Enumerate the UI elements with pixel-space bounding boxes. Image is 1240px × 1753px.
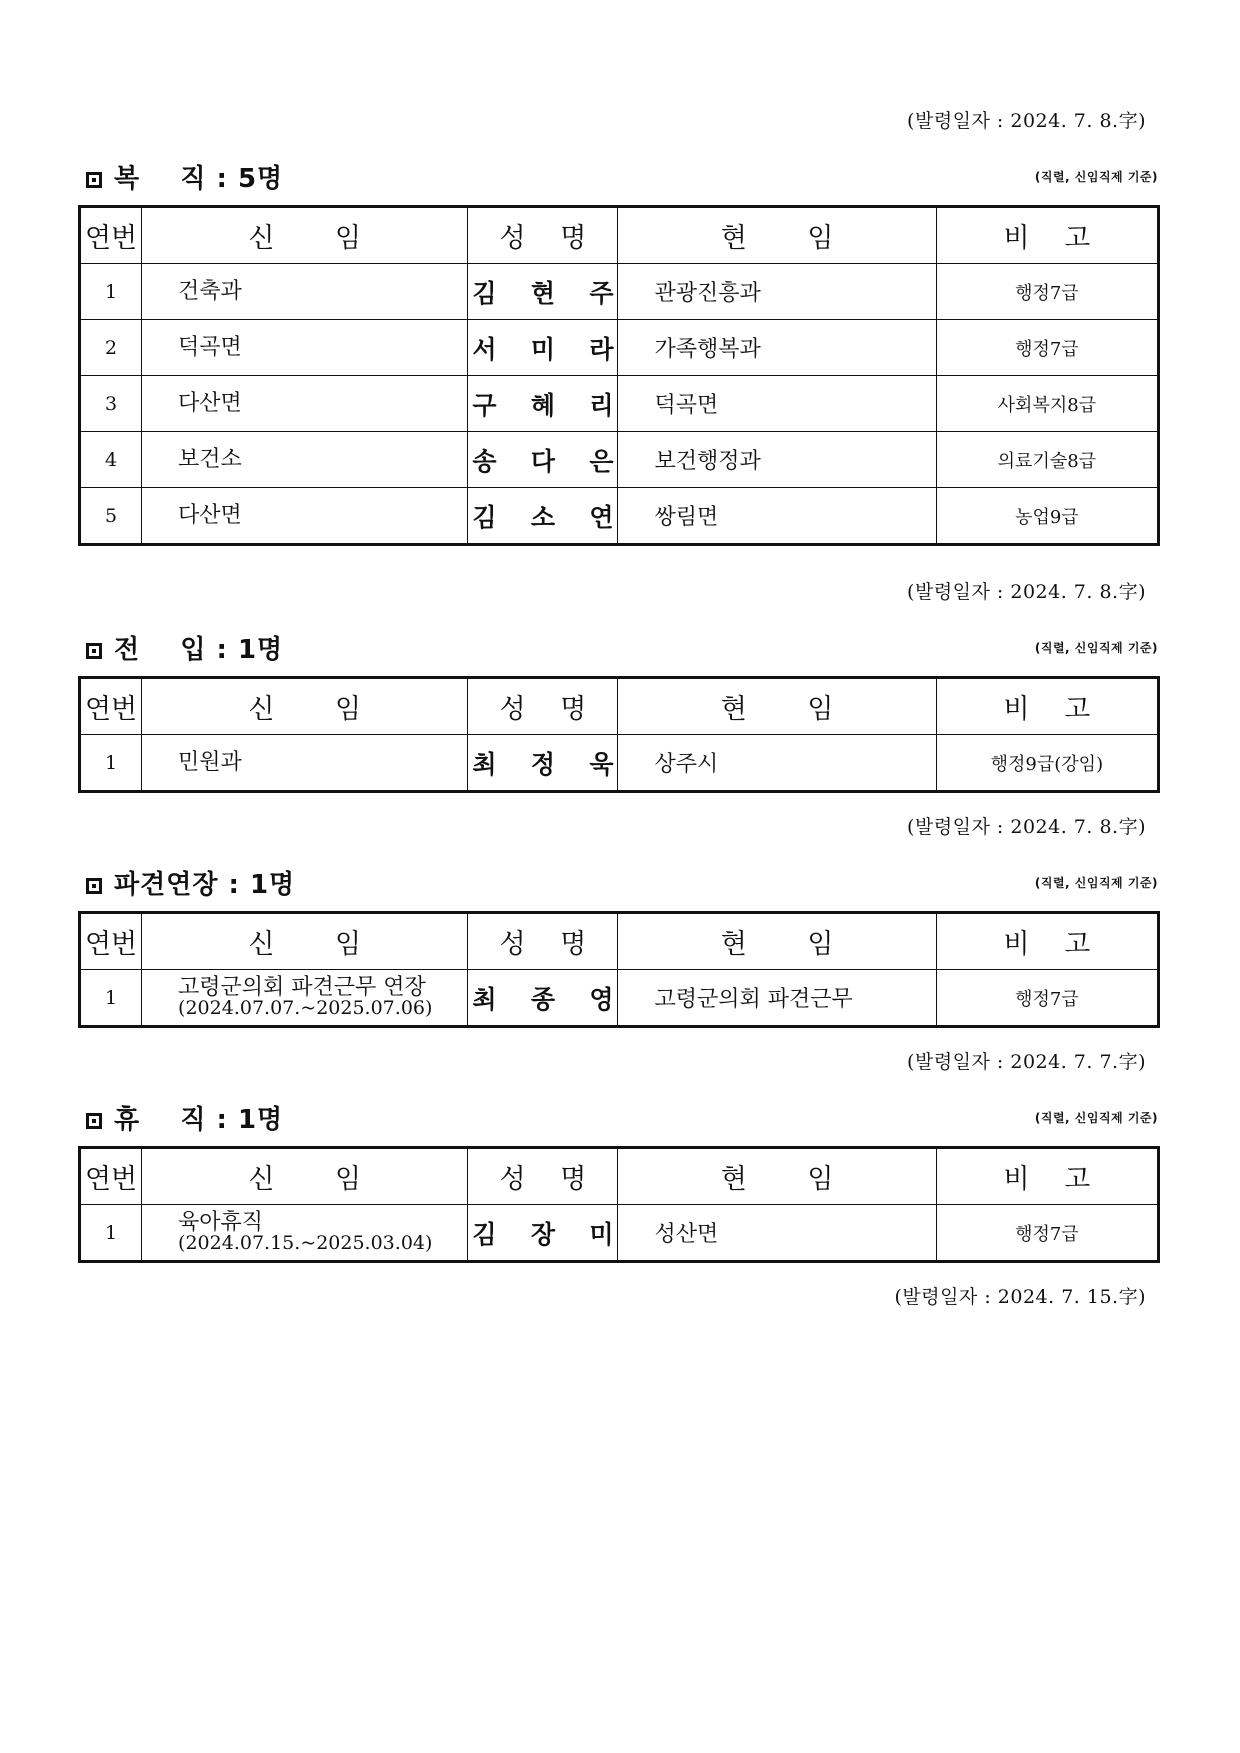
header-name: 성 명 — [468, 678, 618, 735]
row-no: 2 — [80, 320, 142, 376]
header-remarks: 비 고 — [936, 913, 1158, 970]
new-post-text: 덕곡면 — [178, 334, 242, 360]
row-name — [468, 735, 618, 792]
name-char: 연 — [589, 502, 614, 532]
header-new-post: 신 임 — [142, 207, 468, 264]
header-no: 연번 — [80, 678, 142, 735]
new-post-text: 건축과 — [178, 278, 242, 304]
table-row — [80, 432, 1159, 488]
row-no: 3 — [80, 376, 142, 432]
section-header — [86, 1099, 1158, 1139]
name-char: 송 — [472, 446, 497, 476]
header-new-post: 신 임 — [142, 678, 468, 735]
name-char: 소 — [530, 502, 555, 532]
name-char: 미 — [530, 334, 555, 364]
row-no: 1 — [80, 735, 142, 792]
name-char: 김 — [472, 502, 497, 532]
table-row — [80, 735, 1159, 792]
row-current-post: 가족행복과 — [618, 320, 936, 376]
table-header-row — [80, 913, 1159, 970]
row-name — [468, 1205, 618, 1262]
name-char: 종 — [530, 984, 555, 1014]
row-name — [468, 264, 618, 320]
row-new-post — [142, 320, 468, 376]
section-header — [86, 629, 1158, 669]
row-new-post — [142, 1205, 468, 1262]
row-remarks: 사회복지8급 — [936, 376, 1158, 432]
name-char: 주 — [589, 278, 614, 308]
table-header-row — [80, 207, 1159, 264]
table-header-row — [80, 1148, 1159, 1205]
header-remarks: 비 고 — [936, 678, 1158, 735]
row-current-post: 관광진흥과 — [618, 264, 936, 320]
section-title-text: 복 직 : 5명 — [114, 164, 284, 194]
section-note: (직렬, 신임직제 기준) — [1034, 170, 1158, 184]
issue-date: (발령일자 : 2024. 7. 8.字) — [907, 581, 1146, 603]
header-new-post: 신 임 — [142, 1148, 468, 1205]
name-char: 욱 — [589, 749, 614, 779]
square-bullet-icon — [86, 1113, 102, 1129]
square-bullet-icon — [86, 172, 102, 188]
row-current-post: 성산면 — [618, 1205, 936, 1262]
new-post-text: 다산면 — [178, 502, 242, 528]
name-char: 최 — [472, 984, 497, 1014]
row-current-post: 고령군의회 파견근무 — [618, 970, 936, 1027]
name-char: 다 — [530, 446, 555, 476]
section-header — [86, 864, 1158, 904]
issue-date: (발령일자 : 2024. 7. 7.字) — [907, 1051, 1146, 1073]
header-name: 성 명 — [468, 207, 618, 264]
name-char: 최 — [472, 749, 497, 779]
new-post-text: 다산면 — [178, 390, 242, 416]
section-title-text: 휴 직 : 1명 — [114, 1105, 284, 1135]
header-remarks: 비 고 — [936, 207, 1158, 264]
row-new-post — [142, 376, 468, 432]
name-char: 구 — [472, 390, 497, 420]
row-name — [468, 376, 618, 432]
section-note: (직렬, 신임직제 기준) — [1034, 641, 1158, 655]
name-char: 장 — [530, 1219, 555, 1249]
row-remarks: 농업9급 — [936, 488, 1158, 545]
row-remarks: 행정7급 — [936, 320, 1158, 376]
table-header-row — [80, 678, 1159, 735]
issue-date: (발령일자 : 2024. 7. 8.字) — [907, 110, 1146, 132]
header-name: 성 명 — [468, 913, 618, 970]
row-current-post: 덕곡면 — [618, 376, 936, 432]
row-new-post — [142, 488, 468, 545]
name-char: 미 — [589, 1219, 614, 1249]
table-row — [80, 264, 1159, 320]
header-current-post: 현 임 — [618, 1148, 936, 1205]
row-no: 5 — [80, 488, 142, 545]
section-title — [86, 864, 295, 901]
name-char: 리 — [589, 390, 614, 420]
name-char: 김 — [472, 1219, 497, 1249]
row-current-post: 보건행정과 — [618, 432, 936, 488]
new-post-text: 민원과 — [178, 749, 242, 775]
issue-date: (발령일자 : 2024. 7. 15.字) — [894, 1286, 1146, 1308]
header-current-post: 현 임 — [618, 678, 936, 735]
row-name — [468, 320, 618, 376]
name-char: 라 — [589, 334, 614, 364]
square-bullet-icon — [86, 643, 102, 659]
header-no: 연번 — [80, 913, 142, 970]
new-post-text: 고령군의회 파견근무 연장 — [178, 974, 426, 1000]
table-row — [80, 1205, 1159, 1262]
issue-date: (발령일자 : 2024. 7. 8.字) — [907, 816, 1146, 838]
header-current-post: 현 임 — [618, 913, 936, 970]
roster-table — [78, 205, 1160, 546]
table-row — [80, 376, 1159, 432]
square-bullet-icon — [86, 878, 102, 894]
row-no: 1 — [80, 970, 142, 1027]
name-char: 김 — [472, 278, 497, 308]
row-name — [468, 488, 618, 545]
header-name: 성 명 — [468, 1148, 618, 1205]
name-char: 영 — [589, 984, 614, 1014]
header-no: 연번 — [80, 1148, 142, 1205]
new-post-text: 보건소 — [178, 446, 242, 472]
name-char: 은 — [589, 446, 614, 476]
new-post-period: (2024.07.07.~2025.07.06) — [178, 997, 433, 1020]
section-title-text: 파견연장 : 1명 — [114, 870, 296, 900]
row-new-post — [142, 735, 468, 792]
new-post-period: (2024.07.15.~2025.03.04) — [178, 1232, 433, 1255]
name-char: 혜 — [530, 390, 555, 420]
section-title-text: 전 입 : 1명 — [114, 635, 284, 665]
section-header — [86, 158, 1158, 198]
roster-table — [78, 676, 1160, 793]
header-no: 연번 — [80, 207, 142, 264]
table-row — [80, 488, 1159, 545]
row-no: 1 — [80, 1205, 142, 1262]
table-row — [80, 970, 1159, 1027]
row-new-post — [142, 264, 468, 320]
name-char: 현 — [530, 278, 555, 308]
name-char: 정 — [530, 749, 555, 779]
row-name — [468, 432, 618, 488]
row-name — [468, 970, 618, 1027]
row-no: 1 — [80, 264, 142, 320]
section-title — [86, 629, 283, 666]
row-new-post — [142, 432, 468, 488]
header-new-post: 신 임 — [142, 913, 468, 970]
roster-table — [78, 911, 1160, 1028]
row-remarks: 행정9급(강임) — [936, 735, 1158, 792]
section-note: (직렬, 신임직제 기준) — [1034, 1111, 1158, 1125]
section-title — [86, 158, 283, 195]
header-remarks: 비 고 — [936, 1148, 1158, 1205]
roster-table — [78, 1146, 1160, 1263]
new-post-text: 육아휴직 — [178, 1209, 264, 1235]
table-row — [80, 320, 1159, 376]
row-remarks: 행정7급 — [936, 264, 1158, 320]
row-remarks: 행정7급 — [936, 970, 1158, 1027]
row-remarks: 행정7급 — [936, 1205, 1158, 1262]
section-title — [86, 1099, 283, 1136]
section-note: (직렬, 신임직제 기준) — [1034, 876, 1158, 890]
row-current-post: 상주시 — [618, 735, 936, 792]
row-remarks: 의료기술8급 — [936, 432, 1158, 488]
row-no: 4 — [80, 432, 142, 488]
name-char: 서 — [472, 334, 497, 364]
header-current-post: 현 임 — [618, 207, 936, 264]
row-new-post — [142, 970, 468, 1027]
row-current-post: 쌍림면 — [618, 488, 936, 545]
